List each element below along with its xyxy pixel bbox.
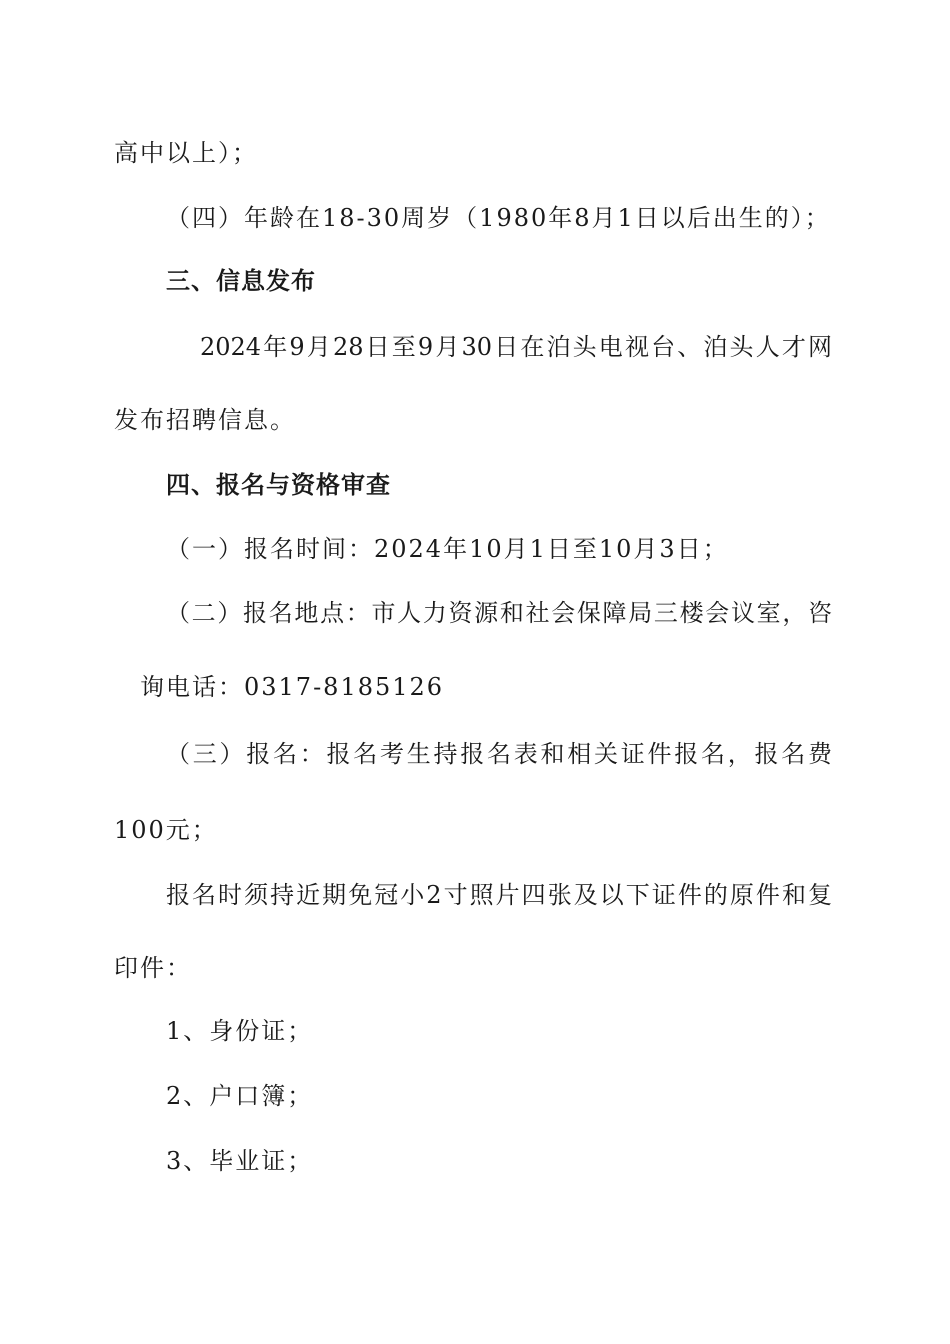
list-item-id-card: 1、身份证； [166,1017,314,1045]
text-line-copies: 印件： [114,954,192,982]
text-line-age: （四）年龄在18-30周岁（1980年8月1日以后出生的）； [166,204,831,232]
text-line-1: 高中以上）； [114,139,258,167]
section-heading-info-release: 三、信息发布 [166,267,316,295]
list-item-diploma: 3、毕业证； [166,1147,314,1175]
section-heading-registration: 四、报名与资格审查 [166,471,391,499]
text-line-fee-amount: 100元； [114,816,218,844]
text-line-phone: 询电话：0317-8185126 [140,673,445,701]
text-line-photo-req: 报名时须持近期免冠小2寸照片四张及以下证件的原件和复 [166,881,832,909]
text-line-reg-place: （二）报名地点：市人力资源和社会保障局三楼会议室，咨 [166,599,832,627]
text-line-release-cont: 发布招聘信息。 [114,406,296,434]
text-line-release-date: 2024年9月28日至9月30日在泊头电视台、泊头人才网 [200,333,832,361]
text-line-reg-fee: （三）报名：报名考生持报名表和相关证件报名，报名费 [166,740,832,768]
text-line-reg-time: （一）报名时间：2024年10月1日至10月3日； [166,535,729,563]
list-item-household-register: 2、户口簿； [166,1082,314,1110]
